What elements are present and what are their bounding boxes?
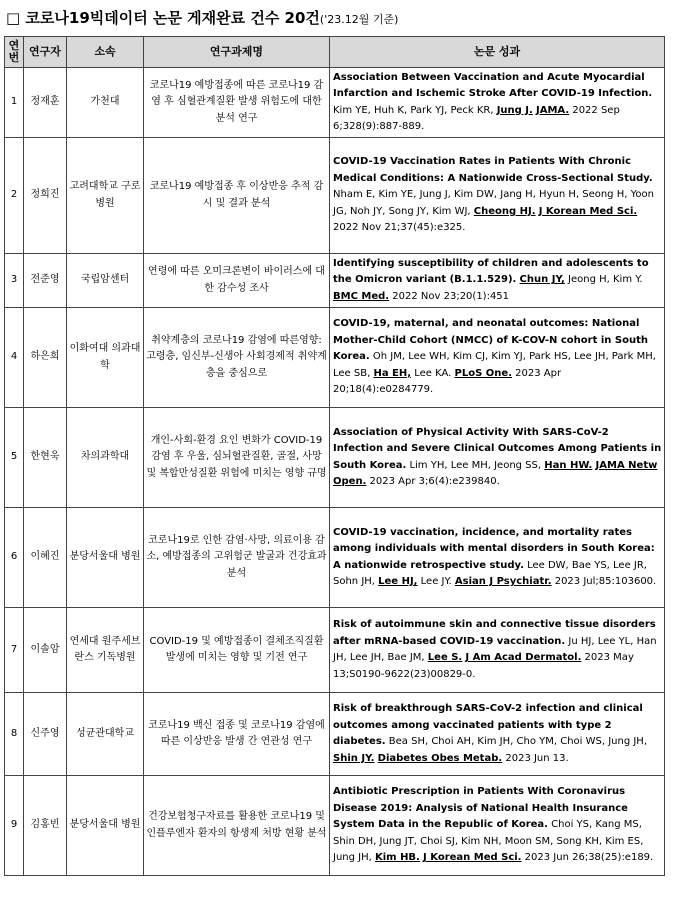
- row-no: 6: [5, 508, 24, 608]
- publication-authors: Lee DW, Bae YS, Lee JR, Sohn JH,: [333, 559, 647, 587]
- row-project: 개인-사회-환경 요인 변화가 COVID-19 감염 후 우울, 심뇌혈관질환, 골절, 사망 및 복합만성질환 위험에 미치는 영향 규명: [144, 408, 330, 508]
- publication-highlight-author: Cheong HJ.: [473, 205, 536, 217]
- row-no: 7: [5, 608, 24, 693]
- publication-citation: 2023 Jun 26;38(25):e189.: [521, 852, 654, 864]
- publication-highlight-author: Jung J.: [496, 104, 533, 116]
- row-project: 코로나19로 인한 감염·사망, 의료이용 감소, 예방접종의 고위험군 발굴과 건강효과 분석: [144, 508, 330, 608]
- row-publication: [330, 254, 665, 308]
- table-row: [5, 693, 665, 776]
- publication-authors-after: Lee JY.: [417, 576, 455, 587]
- row-publication: [330, 693, 665, 776]
- publication-journal: PLoS One.: [454, 367, 512, 379]
- row-project: 코로나19 예방접종 후 이상반응 추적 감시 및 결과 분석: [144, 138, 330, 254]
- row-no: 3: [5, 254, 24, 308]
- row-affiliation: 차의과학대: [67, 408, 144, 508]
- publication-title: Identifying susceptibility of children and adolescents to the Omicron variant (B.1.1.529).: [333, 257, 649, 286]
- row-project: 코로나19 예방접종에 따른 코로나19 감염 후 심혈관계질환 발생 위험도에 대한 분석 연구: [144, 68, 330, 138]
- publication-authors-after: Jeong H, Kim Y.: [564, 274, 643, 286]
- publication-title: Risk of breakthrough SARS-CoV-2 infection and clinical outcomes among vaccinated patients with type 2 diabetes.: [333, 703, 643, 747]
- row-publication: [330, 608, 665, 693]
- publication-authors: Lim YH, Lee MH, Jeong SS,: [406, 459, 545, 471]
- row-affiliation: 이화여대 의과대학: [67, 308, 144, 408]
- row-publication: [330, 408, 665, 508]
- row-publication: [330, 508, 665, 608]
- table-body: [5, 68, 665, 876]
- publication-citation: 2023 Apr 20;18(4):e0284779.: [333, 367, 562, 396]
- publication-authors: Choi YS, Kang MS, Shin DH, Jung JT, Choi SJ, Kim NH, Moon SM, Song KH, Kim ES, Jung JH,: [333, 819, 644, 864]
- checkbox-icon: □: [6, 9, 21, 27]
- publication-journal: J Korean Med Sci.: [538, 205, 638, 217]
- table-row: [5, 776, 665, 876]
- publication-journal: BMC Med.: [333, 290, 390, 302]
- row-affiliation: 연세대 원주세브란스 기독병원: [67, 608, 144, 693]
- row-publication: [330, 776, 665, 876]
- publication-authors-after: Lee KA.: [411, 367, 455, 379]
- header-affiliation: 소속: [67, 37, 144, 68]
- publication-highlight-author: Lee HJ,: [378, 576, 418, 587]
- publication-journal: Asian J Psychiatr.: [454, 576, 552, 587]
- row-researcher: 이솔암: [24, 608, 67, 693]
- publication-journal: J Am Acad Dermatol.: [465, 652, 582, 663]
- publication-highlight-author: Han HW.: [544, 459, 593, 471]
- publication-citation: 2022 Nov 21;37(45):e325.: [333, 222, 466, 234]
- row-researcher: 이혜진: [24, 508, 67, 608]
- publication-title: COVID-19, maternal, and neonatal outcomes: National Mother-Child Cohort (NMCC) of K-COV-N cohort in South Korea.: [333, 318, 648, 363]
- row-publication: [330, 308, 665, 408]
- title-sub: ('23.12월 기준): [319, 13, 399, 26]
- publication-authors: Kim YE, Huh K, Park YJ, Peck KR,: [333, 104, 497, 116]
- publication-citation: 2023 Jun 13.: [502, 752, 569, 764]
- row-affiliation: 성균관대학교: [67, 693, 144, 776]
- row-project: 건강보험청구자료를 활용한 코로나19 및 인플루엔자 환자의 항생제 처방 현황 분석: [144, 776, 330, 876]
- header-project: 연구과제명: [144, 37, 330, 68]
- row-researcher: 전준영: [24, 254, 67, 308]
- publication-title: COVID-19 Vaccination Rates in Patients With Chronic Medical Conditions: A Nationwide Cross-Sectional Study.: [333, 156, 653, 184]
- table-row: [5, 508, 665, 608]
- row-no: 5: [5, 408, 24, 508]
- row-affiliation: 분당서울대 병원: [67, 508, 144, 608]
- publication-highlight-author: Chun JY,: [519, 274, 565, 286]
- row-no: 9: [5, 776, 24, 876]
- publication-title: Antibiotic Prescription in Patients With Coronavirus Disease 2019: Analysis of National Health Insurance System Data in the Republic of Korea.: [333, 786, 628, 831]
- row-project: 취약계층의 코로나19 감염에 따른영향: 고령층, 임신부-신생아 사회경제적 취약계층을 중심으로: [144, 308, 330, 408]
- row-affiliation: 분당서울대 병원: [67, 776, 144, 876]
- row-researcher: 김홍빈: [24, 776, 67, 876]
- publication-citation: 2023 Apr 3;6(4):e239840.: [366, 476, 500, 487]
- header-researcher: 연구자: [24, 37, 67, 68]
- header-no: 연번: [5, 37, 24, 68]
- publication-highlight-author: Shin JY.: [333, 752, 375, 764]
- publication-citation: 2023 Jul;85:103600.: [551, 576, 657, 587]
- row-affiliation: 고려대학교 구로병원: [67, 138, 144, 254]
- publication-highlight-author: Ha EH,: [373, 367, 412, 379]
- publication-authors: Ju HJ, Lee YL, Han JH, Lee JH, Bae JM,: [333, 635, 657, 663]
- table-row: [5, 68, 665, 138]
- row-researcher: 신주영: [24, 693, 67, 776]
- row-no: 2: [5, 138, 24, 254]
- page-title: [6, 6, 398, 30]
- table-row: [5, 308, 665, 408]
- publication-title: Risk of autoimmune skin and connective tissue disorders after mRNA-based COVID-19 vaccination.: [333, 619, 656, 647]
- row-researcher: 정희진: [24, 138, 67, 254]
- publication-journal: J Korean Med Sci.: [423, 852, 522, 864]
- publication-title: Association of Physical Activity With SARS-CoV-2 Infection and Severe Clinical Outcomes Among Patients in South Korea.: [333, 426, 662, 471]
- publication-title: Association Between Vaccination and Acute Myocardial Infarction and Ischemic Stroke After COVID-19 Infection.: [333, 71, 653, 99]
- publication-highlight-author: Lee S.: [427, 652, 463, 663]
- row-researcher: 정재훈: [24, 68, 67, 138]
- table-row: [5, 608, 665, 693]
- publication-citation: 2022 Sep 6;328(9):887-889.: [333, 104, 620, 132]
- publication-authors: Nham E, Kim YE, Jung J, Kim DW, Jang H, Hyun H, Seong H, Yoon JG, Noh JY, Song JY, Kim WJ,: [333, 189, 654, 217]
- row-project: COVID-19 및 예방접종이 결체조직질환 발생에 미치는 영향 및 기전 연구: [144, 608, 330, 693]
- row-project: 연령에 따른 오미크론변이 바이러스에 대한 감수성 조사: [144, 254, 330, 308]
- publications-table: [4, 36, 665, 876]
- row-affiliation: 국립암센터: [67, 254, 144, 308]
- table-header-row: [5, 37, 665, 68]
- row-affiliation: 가천대: [67, 68, 144, 138]
- title-main: 코로나19빅데이터 논문 게재완료 건수 20건: [25, 9, 320, 27]
- publication-authors: Bea SH, Choi AH, Kim JH, Cho YM, Choi WS, Jung JH,: [385, 736, 648, 747]
- publication-journal: JAMA.: [536, 104, 570, 116]
- publication-highlight-author: Kim HB.: [374, 852, 420, 864]
- publication-citation: 2022 Nov 23;20(1):451: [389, 290, 510, 302]
- publication-journal: Diabetes Obes Metab.: [377, 752, 503, 764]
- row-publication: [330, 68, 665, 138]
- row-no: 1: [5, 68, 24, 138]
- row-publication: [330, 138, 665, 254]
- row-researcher: 하은희: [24, 308, 67, 408]
- table-row: [5, 138, 665, 254]
- publication-citation: 2023 May 13;S0190-9622(23)00829-0.: [333, 652, 634, 680]
- row-no: 8: [5, 693, 24, 776]
- table-row: [5, 408, 665, 508]
- row-researcher: 한현욱: [24, 408, 67, 508]
- publication-authors: Oh JM, Lee WH, Kim CJ, Kim YJ, Park HS, Lee JH, Park MH, Lee SB,: [333, 351, 656, 379]
- publication-title: COVID-19 vaccination, incidence, and mortality rates among individuals with mental disorders in South Korea: A nationwide retrospective study.: [333, 526, 655, 571]
- publication-journal: JAMA Netw Open.: [333, 459, 658, 487]
- table-row: [5, 254, 665, 308]
- row-no: 4: [5, 308, 24, 408]
- header-publication: 논문 성과: [330, 37, 665, 68]
- row-project: 코로나19 백신 접종 및 코로나19 감염에 따른 이상반응 발생 간 연관성 연구: [144, 693, 330, 776]
